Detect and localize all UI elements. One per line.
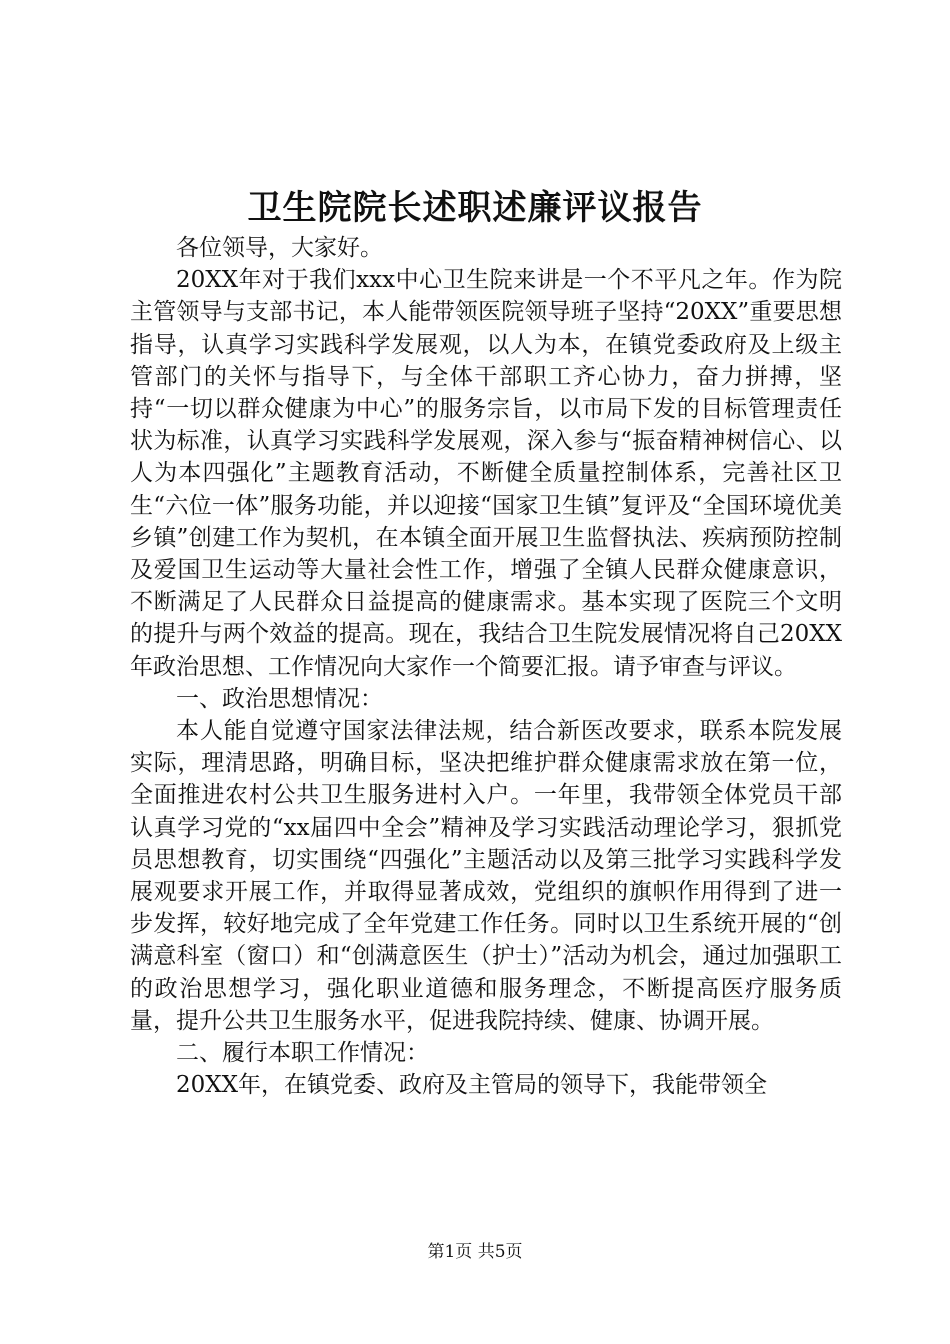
duties-paragraph: 20XX年，在镇党委、政府及主管局的领导下，我能带领全	[176, 1072, 768, 1099]
document-body	[130, 232, 842, 1101]
greeting-paragraph: 各位领导，大家好。	[176, 235, 383, 261]
section-heading-political: 一、政治思想情况：	[176, 685, 383, 712]
document-title: 卫生院院长述职述廉评议报告	[247, 188, 703, 228]
page-footer: 第1页 共5页	[427, 1242, 523, 1262]
intro-paragraph: 20XX年对于我们xxx中心卫生院来讲是一个不平凡之年。作为院主管领导与支部书记，本人能带领医院领导班子坚持“20XX”重要思想指导，认真学习实践科学发展观，以人为本，在镇党委政府及上级主管部门的关怀与指导下，与全体干部职工齐心协力，奋力拼搏，坚持“一切以群众健康为中心”的服务宗旨，以市局下发的目标管理责任状为标准，认真学习实践科学发展观，深入参与“振奋精神树信心、以人为本四强化”主题教育活动，不断健全质量控制体系，完善社区卫生“六位一体”服务功能，并以迎接“国家卫生镇”复评及“全国环境优美乡镇”创建工作为契机，在本镇全面开展卫生监督执法、疾病预防控制及爱国卫生运动等大量社会性工作，增强了全镇人民群众健康意识，不断满足了人民群众日益提高的健康需求。基本实现了医院三个文明的提升与两个效益的提高。现在，我结合卫生院发展情况将自己20XX年政治思想、工作情况向大家作一个简要汇报。请予审查与评议。	[130, 267, 842, 680]
political-paragraph: 本人能自觉遵守国家法律法规，结合新医改要求，联系本院发展实际，理清思路，明确目标，坚决把维护群众健康需求放在第一位，全面推进农村公共卫生服务进村入户。一年里，我带领全体党员干部认真学习党的“xx届四中全会”精神及学习实践活动理论学习，狠抓党员思想教育，切实围绕“四强化”主题活动以及第三批学习实践科学发展观要求开展工作，并取得显著成效，党组织的旗帜作用得到了进一步发挥，较好地完成了全年党建工作任务。同时以卫生系统开展的“创满意科室（窗口）和“创满意医生（护士）”活动为机会，通过加强职工的政治思想学习，强化职业道德和服务理念，不断提高医疗服务质量，提升公共卫生服务水平，促进我院持续、健康、协调开展。	[130, 718, 842, 1034]
section-heading-duties: 二、履行本职工作情况：	[176, 1040, 429, 1067]
